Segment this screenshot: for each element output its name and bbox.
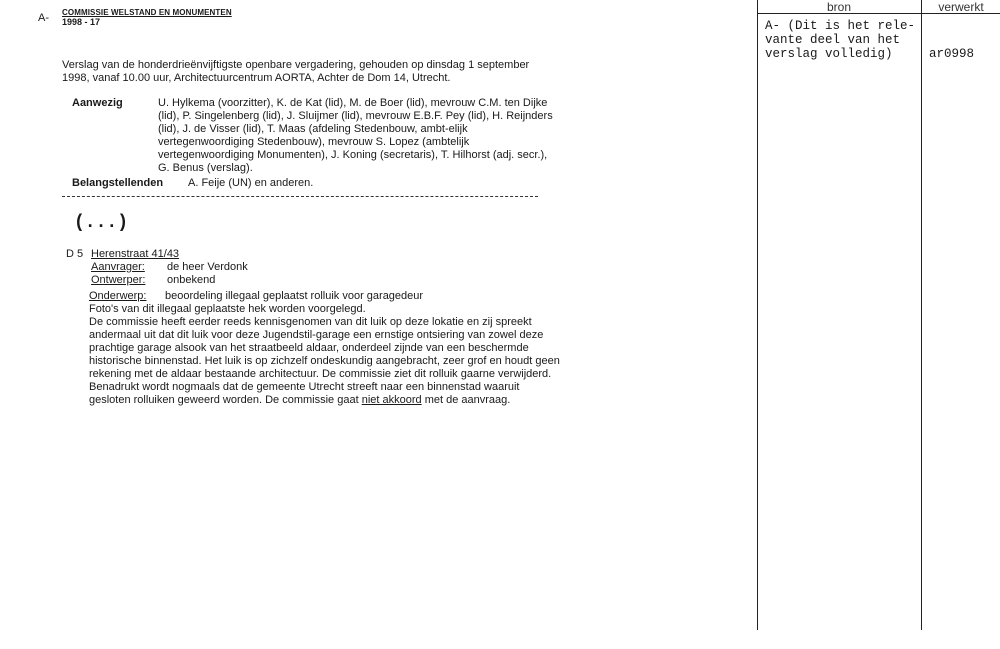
subject-value: beoordeling illegaal geplaatst rolluik voor garagedeur [165, 290, 424, 302]
bron-column-left-border [757, 0, 758, 630]
body-line: Foto's van dit illegaal geplaatste hek worden voorgelegd. [89, 303, 366, 315]
bron-line: verslag volledig) [765, 47, 893, 61]
body-last-line [89, 394, 510, 407]
bron-line: A- (Dit is het rele- [765, 19, 916, 33]
body-line: historische binnenstad. Het luik is op zichzelf ondeskundig aangebracht, zeer grof en houdt geen [89, 355, 560, 367]
interested-value: A. Feije (UN) en anderen. [188, 177, 314, 189]
body-last-post: met de aanvraag. [421, 394, 511, 406]
header-period: 1998 - 17 [62, 17, 101, 27]
verwerkt-column-left-border [921, 0, 922, 630]
body-line: rekening met de aldaar bestaande architectuur. De commissie ziet dit rolluik gaarne verwijderd. [89, 368, 552, 380]
present-line: (lid), P. Singelenberg (lid), J. Sluijmer (lid), mevrouw E.B.F. Pey (lid), H. Reijnders [158, 110, 553, 122]
verwerkt-value: ar0998 [929, 47, 975, 61]
intro-line-2: 1998, vanaf 10.00 uur, Architectuurcentrum AORTA, Achter de Dom 14, Utrecht. [62, 72, 451, 84]
present-line: vertegenwoordiging Stedenbouw), mevrouw S. Lopez (ambtelijk [158, 136, 470, 148]
subject-label: Onderwerp: [89, 290, 147, 302]
header-prefix: A- [38, 12, 49, 24]
body-line: Benadrukt wordt nogmaals dat de gemeente Utrecht streeft naar een binnenstad waaruit [89, 381, 520, 393]
designer-label: Ontwerper: [91, 274, 146, 286]
bron-line: vante deel van het [765, 33, 901, 47]
body-line: De commissie heeft eerder reeds kennisgenomen van dit luik op deze lokatie en zij spreekt [89, 316, 532, 328]
intro-line-1: Verslag van de honderdrieënvijftigste openbare vergadering, gehouden op dinsdag 1 september [62, 59, 530, 71]
applicant-value: de heer Verdonk [167, 261, 248, 273]
dashed-divider [62, 196, 538, 197]
verwerkt-header: verwerkt [938, 0, 984, 14]
item-address: Herenstraat 41/43 [91, 248, 180, 260]
present-line: (lid), J. de Visser (lid), T. Maas (afdeling Stedenbouw, ambt-elijk [158, 123, 468, 135]
present-line: U. Hylkema (voorzitter), K. de Kat (lid), M. de Boer (lid), mevrouw C.M. ten Dijke [158, 97, 548, 109]
body-line: andermaal uit dat dit luik voor deze Jugendstil-garage een ernstige ontsiering van zowel deze [89, 329, 544, 341]
ellipsis: (...) [74, 213, 129, 233]
body-line: prachtige garage alsook van het straatbeeld aldaar, onderdeel zijnde van een beschermde [89, 342, 529, 354]
applicant-label: Aanvrager: [91, 261, 145, 273]
interested-label: Belangstellenden [72, 177, 164, 189]
body-last-underlined: niet akkoord [361, 394, 422, 406]
body-last-pre: gesloten rolluiken geweerd worden. De commissie gaat [89, 394, 362, 406]
present-label: Aanwezig [72, 97, 123, 109]
bron-header: bron [826, 0, 852, 14]
header-org: COMMISSIE WELSTAND EN MONUMENTEN [62, 8, 232, 17]
item-code: D 5 [66, 248, 84, 260]
designer-value: onbekend [167, 274, 216, 286]
present-line: vertegenwoordiging Monumenten), J. Koning (secretaris), T. Hilhorst (adj. secr.), [158, 149, 548, 161]
present-line: G. Benus (verslag). [158, 162, 253, 174]
